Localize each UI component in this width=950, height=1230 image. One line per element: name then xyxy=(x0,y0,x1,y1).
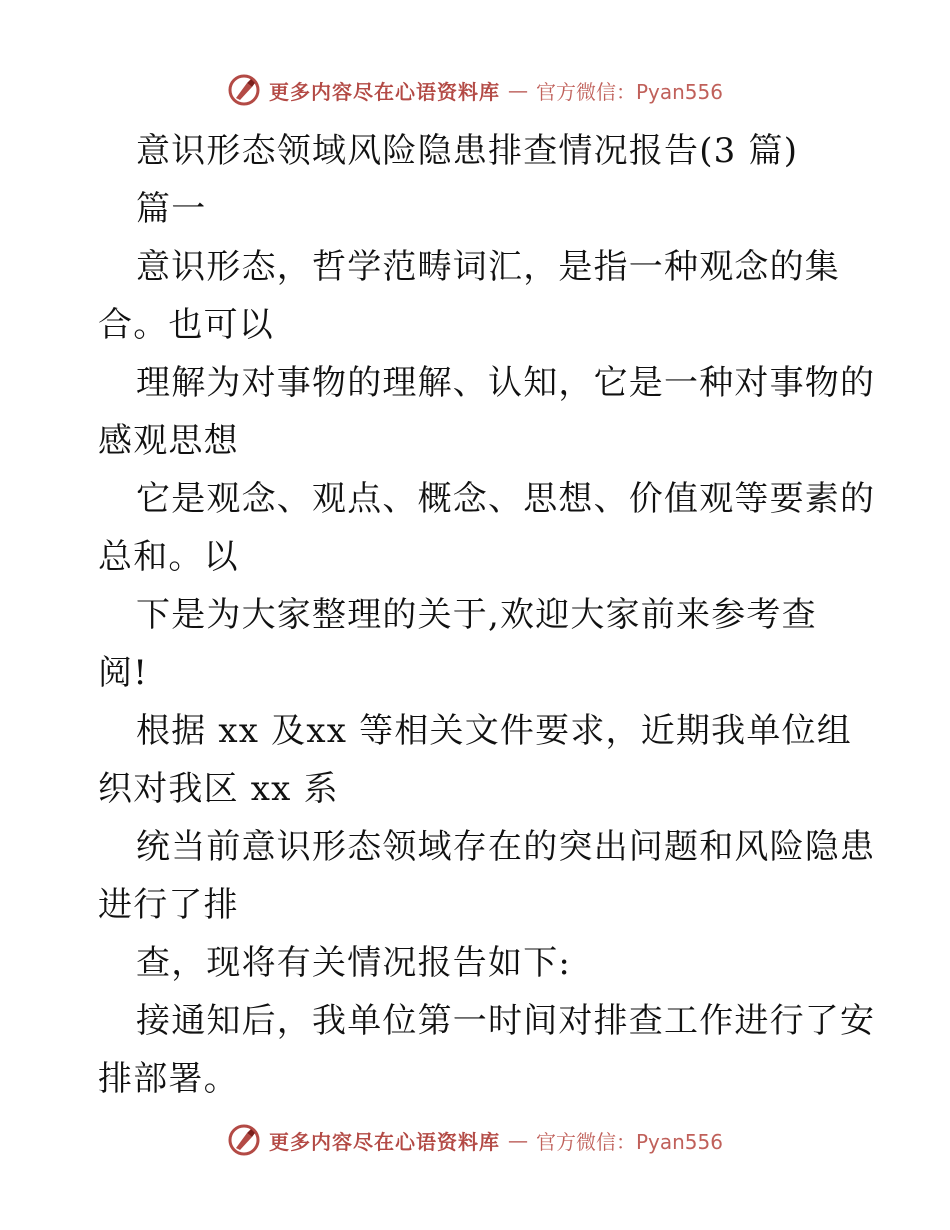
document-body xyxy=(98,122,876,1108)
text-line: 它是观念、观点、概念、思想、价值观等要素的 xyxy=(136,479,876,519)
banner-separator: — xyxy=(507,1128,528,1152)
text-line: 理解为对事物的理解、认知，它是一种对事物的 xyxy=(136,363,876,403)
text-line: 进行了排 xyxy=(98,885,239,925)
banner-wechat: 官方微信：Pyan556 xyxy=(535,79,723,104)
text-line: 接通知后，我单位第一时间对排查工作进行了安 xyxy=(136,1001,876,1041)
text-line: 意识形态，哲学范畴词汇，是指一种观念的集 xyxy=(136,247,840,287)
text-line: 织对我区 xx 系 xyxy=(98,769,339,809)
footer-banner xyxy=(0,1120,950,1160)
text-line: 篇一 xyxy=(136,189,207,229)
pen-nib-logo-icon xyxy=(227,73,261,107)
banner-text: 更多内容尽在心语资料库 xyxy=(268,79,500,104)
banner-separator: — xyxy=(507,78,528,102)
text-line: 合。也可以 xyxy=(98,305,274,345)
text-line: 根据 xx 及xx 等相关文件要求，近期我单位组 xyxy=(136,711,852,751)
text-line: 排部署。 xyxy=(98,1059,239,1099)
text-line: 阅! xyxy=(98,653,149,693)
text-line: 下是为大家整理的关于,欢迎大家前来参考查 xyxy=(136,595,817,635)
text-line: 统当前意识形态领域存在的突出问题和风险隐患 xyxy=(136,827,876,867)
banner-wechat: 官方微信：Pyan556 xyxy=(535,1129,723,1154)
text-line: 感观思想 xyxy=(98,421,239,461)
text-line: 查，现将有关情况报告如下: xyxy=(136,943,572,983)
document-title: 意识形态领域风险隐患排查情况报告(3 篇) xyxy=(136,131,799,171)
header-banner xyxy=(0,70,950,110)
banner-text: 更多内容尽在心语资料库 xyxy=(268,1129,500,1154)
pen-nib-logo-icon xyxy=(227,1123,261,1157)
text-line: 总和。以 xyxy=(98,537,239,577)
